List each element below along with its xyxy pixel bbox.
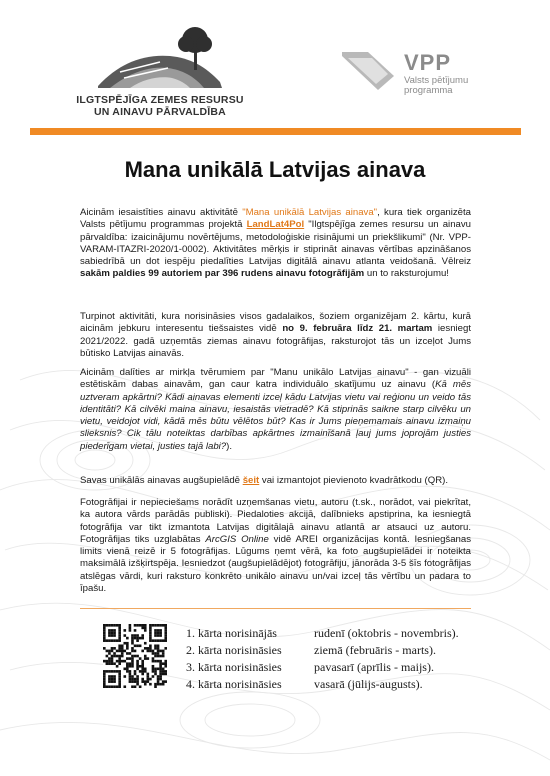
left-logo-line2: UN AINAVU PĀRVALDĪBA bbox=[94, 106, 226, 118]
activity-name: "Mana unikālā Latvijas ainava" bbox=[242, 207, 378, 218]
left-logo bbox=[60, 22, 260, 122]
p5-text-a: Fotogrāfijai ir nepieciešams norādīt uzņemšanas vietu, autoru (t.sk., norādot, vai piekrītat, ka autora vārds parādās publiski). Piedaloties akcijā, dalībnieks apstiprina, ka iesniegtā fotogrāfija var tikt izmantota Latvijas digitālajā ainavu atlantā ar atsauci uz autoru. Fotogrāfijas tiks uzglabātas bbox=[80, 497, 471, 545]
right-logo-line2: programma bbox=[404, 85, 453, 96]
vpp-logo-text: VPP bbox=[404, 50, 452, 75]
p2-text-b: iesniegt 2021/2022. gadā uzņemtās ziemas ainavu fotogrāfijas, raksturojot tās un izceļot Jums būtisko Latvijas ainavās. bbox=[80, 323, 471, 359]
paragraph-round-two bbox=[80, 311, 471, 360]
schedule-list bbox=[186, 626, 486, 694]
arcgis-online: ArcGIS Online bbox=[205, 533, 269, 545]
paragraph-questions bbox=[80, 367, 471, 453]
section-divider bbox=[80, 608, 471, 609]
right-logo bbox=[338, 46, 508, 106]
p2-text-a: Turpinot aktivitāti, kura norisināsies visos gadalaikos, šoziem organizējam 2. kārtu, kurā aicinām jebkuru interesentu tiešsaistes vidē bbox=[80, 311, 471, 335]
p1-text-a: Aicinām iesaistīties ainavu aktivitātē bbox=[80, 207, 243, 218]
p4-text-a: Savas unikālās ainavas augšupielādē bbox=[80, 475, 243, 486]
schedule-round: 3. kārta norisināsies bbox=[186, 660, 282, 674]
page-title: Mana unikālā Latvijas ainava bbox=[124, 157, 426, 182]
p3-text-a: Aicinām dalīties ar mirkļa tvērumiem par "Manu unikālo Latvijas ainavu" - gan vizuāli estētiskām dabas ainavām, gan caur katra individuālo skatījumu uz ainavu ( bbox=[80, 367, 471, 391]
schedule-period: vasarā (jūlijs-augusts). bbox=[314, 677, 423, 691]
schedule-row bbox=[186, 677, 486, 694]
p3-text-b: ). bbox=[226, 440, 232, 452]
p1-text-d: un to raksturojumu! bbox=[364, 268, 449, 280]
qr-code[interactable] bbox=[103, 624, 167, 688]
vpp-emblem-icon bbox=[338, 46, 398, 94]
p1-text-b: , kura tiek organizēta Valsts pētījumu programmas projektā bbox=[80, 207, 471, 231]
header-accent-bar bbox=[30, 128, 521, 135]
p2-dates: no 9. februāra līdz 21. martam bbox=[282, 323, 433, 335]
schedule-period: rudenī (oktobris - novembris). bbox=[314, 626, 459, 640]
schedule-round: 1. kārta norisinājās bbox=[186, 626, 277, 640]
schedule-row bbox=[186, 626, 486, 643]
schedule-row bbox=[186, 660, 486, 677]
paragraph-intro bbox=[80, 207, 471, 281]
schedule-period: pavasarī (aprīlis - maijs). bbox=[314, 660, 434, 674]
schedule-period: ziemā (februāris - marts). bbox=[314, 643, 436, 657]
p4-text-b: vai izmantojot pievienoto kvadrātkodu (QR). bbox=[259, 475, 448, 486]
p3-questions: Kā mēs uztveram apkārtni? Kādi ainavas elementi izceļ kādu Latvijas vietu vai reģionu un veido tās identitāti? Kā cilvēki maina ainavu, iesaistās vietradē? Kā stiprinās saikne starp cilvēku un vietu, veidojot vidi, kādā mēs būtu vēlētos būt? Kas ir Jums pieņemamais ainavu izmaiņu slieksnis? Cik tālu noteiktas darbības apkārtnes izmainīšanā ļauj jums joprojām justies piederīgam vietai, justies tajā labi? bbox=[80, 379, 472, 452]
schedule-round: 4. kārta norisināsies bbox=[186, 677, 282, 691]
landlat4pol-link[interactable]: LandLat4Pol bbox=[246, 219, 305, 231]
upload-here-link[interactable]: šeit bbox=[242, 475, 260, 486]
right-logo-line1: Valsts pētījumu bbox=[404, 75, 469, 86]
paragraph-upload bbox=[80, 475, 471, 487]
p1-text-c: "Ilgtspējīga zemes resursu un ainavu pārvaldība: izaicinājumu novērtējums, metodoloģiskie risinājumi un priekšlikumi" (Nr. VPP-VARAM-ITAZRI-2020/1-0002). Aktivitātes mērķis ir stiprināt ainavas vērtības apzināšanos sabiedrībā un dot iespēju piedalīties Latvijas digitālā ainavu atlanta veidošanā. Vēlreiz bbox=[80, 219, 471, 268]
schedule-round: 2. kārta norisināsies bbox=[186, 643, 282, 657]
landscape-logo-icon bbox=[90, 22, 230, 94]
p1-thanks: sakām paldies 99 autoriem par 396 rudens ainavu fotogrāfijām bbox=[80, 268, 365, 280]
schedule-row bbox=[186, 643, 486, 660]
left-logo-line1: ILGTSPĒJĪGA ZEMES RESURSU bbox=[76, 94, 244, 106]
p5-text-b: vidē AREI organizācijas kontā. Iesniegšanas limits vienā reizē ir 5 fotogrāfijas. Lūgums ņemt vērā, ka foto augšupielādei ir noteikta maksimālā izšķirtspēja. Iesniedzot (augšupielādējot) fotogrāfiju, jānorāda 3-5 šīs fotogrāfijas atslēgas vārdi, kuri raksturo konkrēto unikālo ainavu un/vai izceļ tās vērtību un padara to īpašu. bbox=[80, 533, 472, 595]
paragraph-requirements bbox=[80, 497, 471, 595]
